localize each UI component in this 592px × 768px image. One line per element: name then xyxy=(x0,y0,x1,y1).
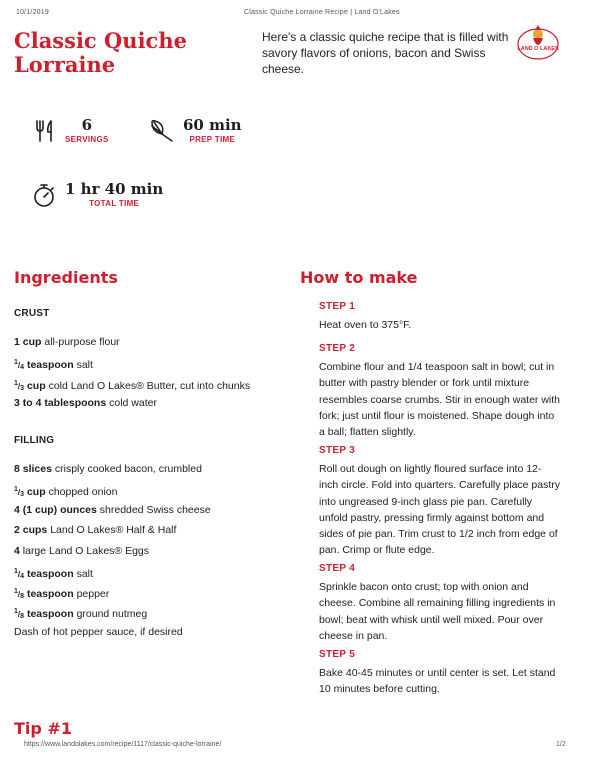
step-3-text: Roll out dough on lightly floured surface into 12- inch circle. Fold into quarters. Carefully place pastry into ungreased 9-inch glass pie pan. Carefully unfold pastry, pressing firmly against bottom and sides of pie pan. Trim crust to 1/2 inch from edge of pan. Crimp or flute edge. xyxy=(319,463,561,557)
prep-time-label: PREP TIME xyxy=(189,135,236,144)
step-2-label: STEP 2 xyxy=(319,343,356,354)
servings-value: 6 xyxy=(81,116,93,134)
step-2-text: Combine flour and 1/4 teaspoon salt in bowl; cut in butter with pastry blender or fork until mixture resembles coarse crumbs. Stir in enough water with fork; just until flour is moistened. Shape dough into a ball; flatten slightly. xyxy=(319,361,561,439)
servings-label: SERVINGS xyxy=(65,135,109,144)
ingredient-item: 4 large Land O Lakes® Eggs xyxy=(14,545,149,557)
ingredient-item: $^1/_4$ teaspoon salt xyxy=(14,568,93,580)
logo-icon xyxy=(516,22,560,62)
step-5-label: STEP 5 xyxy=(319,649,356,660)
step-3-label: STEP 3 xyxy=(319,445,356,456)
land-o-lakes-logo xyxy=(516,22,560,62)
ingredient-item: $^1/_8$ teaspoon pepper xyxy=(14,588,110,600)
total-time-label: TOTAL TIME xyxy=(89,199,140,208)
ingredient-item: 1 cup all-purpose flour xyxy=(14,336,120,348)
step-1-text: Heat oven to 375°F. xyxy=(319,319,412,331)
prep-time-stat xyxy=(149,117,242,145)
ingredient-item: Dash of hot pepper sauce, if desired xyxy=(14,626,183,638)
step-4-label: STEP 4 xyxy=(319,563,356,574)
step-4-text: Sprinkle bacon onto crust; top with onion and cheese. Combine all remaining filling ingredients in bowl; beat with whisk until well mixed. Pour over cheese in pan. xyxy=(319,581,556,642)
print-page-title: Classic Quiche Lorraine Recipe | Land O'Lakes xyxy=(244,9,400,16)
ingredient-item: 3 to 4 tablespoons cold water xyxy=(14,397,157,409)
logo-text: LAND O LAKES xyxy=(517,46,559,52)
whisk-icon xyxy=(149,118,175,144)
stopwatch-icon xyxy=(31,182,57,208)
ingredients-heading: Ingredients xyxy=(14,268,118,287)
servings-stat xyxy=(33,117,109,145)
step-1-label: STEP 1 xyxy=(319,301,356,312)
print-page-number: 1/2 xyxy=(556,741,566,748)
ingredient-item: $^1/_3$ cup cold Land O Lakes® Butter, cut into chunks xyxy=(14,380,251,392)
print-date: 10/1/2019 xyxy=(16,9,49,16)
total-time-stat xyxy=(31,181,163,209)
how-to-heading: How to make xyxy=(300,268,418,287)
ingredient-item: $^1/_4$ teaspoon salt xyxy=(14,359,93,371)
prep-time-value: 60 min xyxy=(183,116,242,134)
ingredient-item: $^1/_8$ teaspoon ground nutmeg xyxy=(14,608,148,620)
print-url: https://www.landolakes.com/recipe/1117/classic-quiche-lorraine/ xyxy=(24,741,222,748)
tip-heading: Tip #1 xyxy=(14,719,72,738)
crust-heading: CRUST xyxy=(14,308,50,319)
total-time-value: 1 hr 40 min xyxy=(65,180,164,198)
fork-knife-icon xyxy=(33,118,59,144)
recipe-intro: Here's a classic quiche recipe that is filled with savory flavors of onions, bacon and Swiss cheese. xyxy=(262,30,509,76)
recipe-title: Classic Quiche Lorraine xyxy=(14,28,187,77)
filling-heading: FILLING xyxy=(14,435,55,446)
ingredient-item: 8 slices crisply cooked bacon, crumbled xyxy=(14,463,202,475)
ingredient-item: 4 (1 cup) ounces shredded Swiss cheese xyxy=(14,504,211,516)
ingredient-item: $^1/_3$ cup chopped onion xyxy=(14,486,118,498)
step-5-text: Bake 40-45 minutes or until center is set. Let stand 10 minutes before cutting. xyxy=(319,667,556,696)
ingredient-item: 2 cups Land O Lakes® Half & Half xyxy=(14,524,177,536)
